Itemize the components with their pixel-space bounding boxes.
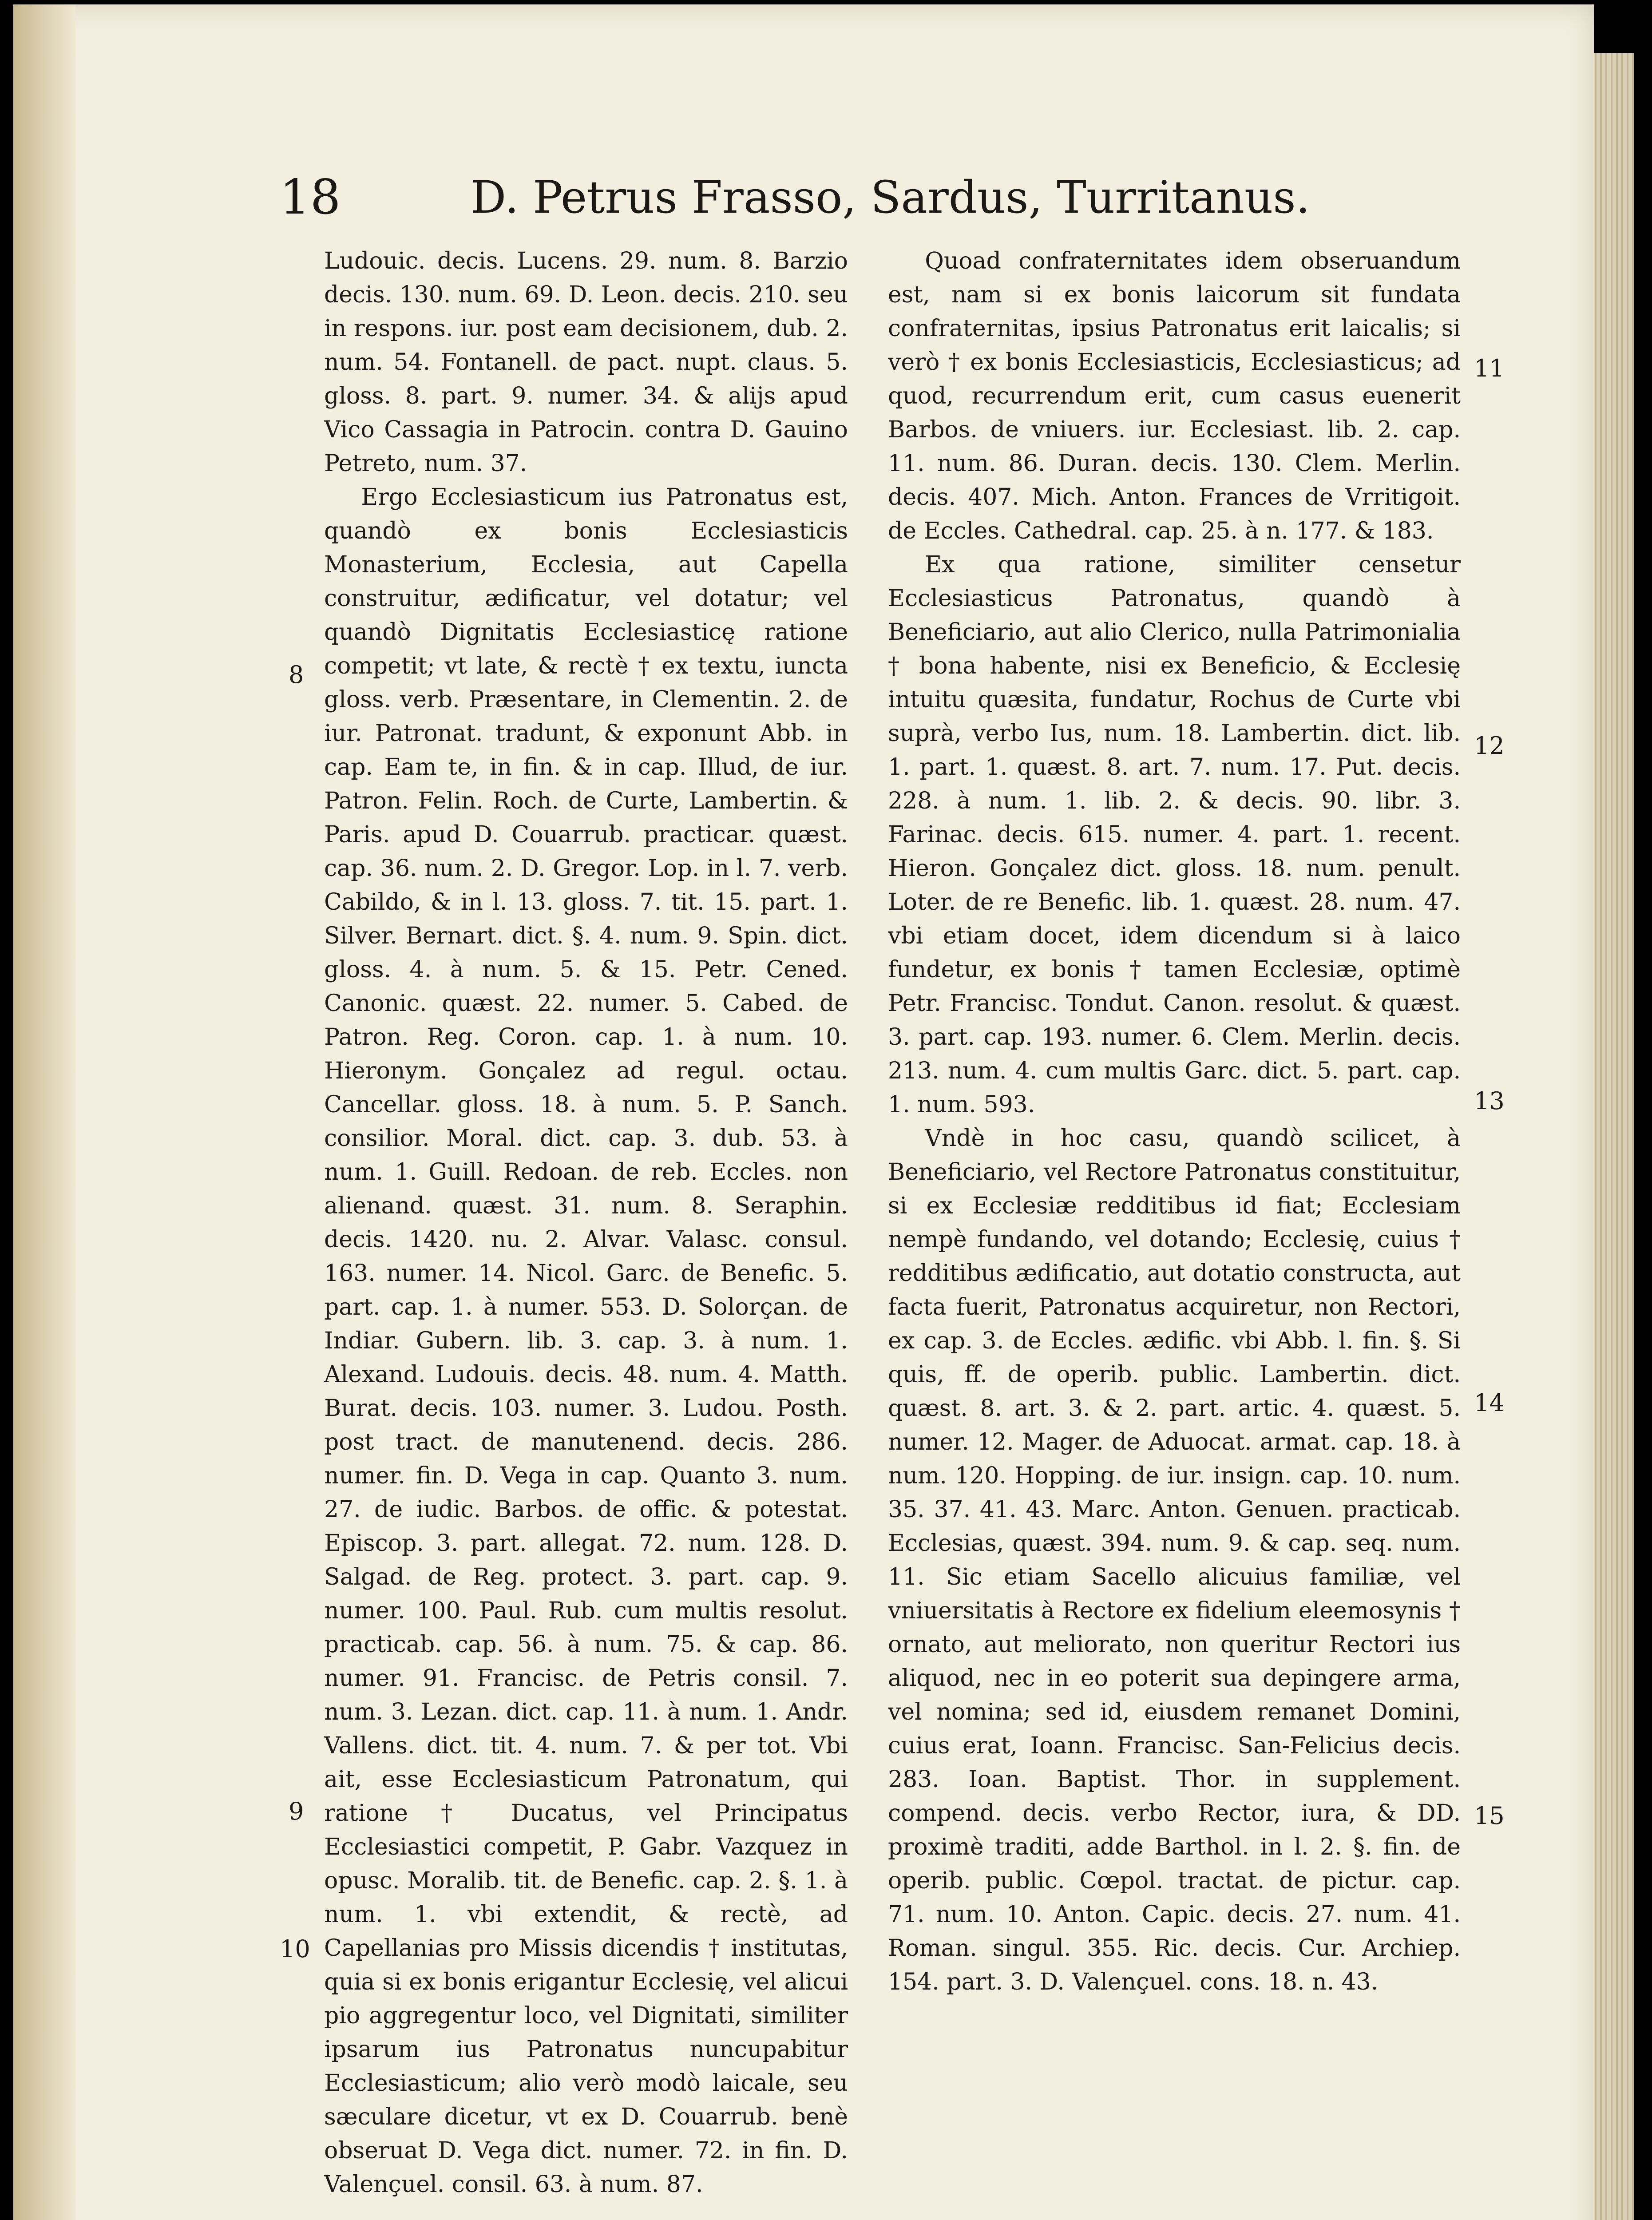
page-number: 18 [280,170,341,225]
margin-number-8: 8 [289,661,304,689]
margin-number-10: 10 [280,1935,310,1963]
margin-number-14: 14 [1474,1389,1505,1417]
left-column [324,244,848,2220]
right-paragraph-2: Ex qua ratione, similiter censetur Ecclesiasticus Patronatus, quandò à Beneficiario, aut alio Clerico, nulla Patrimonialia † bona habente, nisi ex Beneficio, & Ecclesię intuitu quæsita, fundatur, Rochus de Curte vbi suprà, verbo Ius, num. 18. Lambertin. dict. lib. 1. part. 1. quæst. 8. art. 7. num. 17. Put. decis. 228. à num. 1. lib. 2. & decis. 90. libr. 3. Farinac. decis. 615. numer. 4. part. 1. recent. Hieron. Gonçalez dict. gloss. 18. num. penult. Loter. de re Benefic. lib. 1. quæst. 28. num. 47. vbi etiam docet, idem dicendum si à laico fundetur, ex bonis † tamen Ecclesiæ, optimè Petr. Francisc. Tondut. Canon. resolut. & quæst. 3. part. cap. 193. numer. 6. Clem. Merlin. decis. 213. num. 4. cum multis Garc. dict. 5. part. cap. 1. num. 593. [888,551,1461,1118]
margin-number-9: 9 [289,1797,304,1825]
left-paragraph-2: Ergo Ecclesiasticum ius Patronatus est, quandò ex bonis Ecclesiasticis Monasterium, Ecclesia, aut Capella construitur, ædificatur, vel dotatur; vel quandò Dignitatis Ecclesiasticę ratione competit; vt late, & rectè † ex textu, iuncta gloss. verb. Præsentare, in Clementin. 2. de iur. Patronat. tradunt, & exponunt Abb. in cap. Eam te, in fin. & in cap. Illud, de iur. Patron. Felin. Roch. de Curte, Lambertin. & Paris. apud D. Couarrub. practicar. quæst. cap. 36. num. 2. D. Gregor. Lop. in l. 7. verb. Cabildo, & in l. 13. gloss. 7. tit. 15. part. 1. Silver. Bernart. dict. §. 4. num. 9. Spin. dict. gloss. 4. à num. 5. & 15. Petr. Cened. Canonic. quæst. 22. numer. 5. Cabed. de Patron. Reg. Coron. cap. 1. à num. 10. Hieronym. Gonçalez ad regul. octau. Cancellar. gloss. 18. à num. 5. P. Sanch. consilior. Moral. dict. cap. 3. dub. 53. à num. 1. Guill. Redoan. de reb. Eccles. non alienand. quæst. 31. num. 8. Seraphin. decis. 1420. nu. 2. Alvar. Valasc. consul. 163. numer. 14. Nicol. Garc. de Benefic. 5. part. cap. 1. à numer. 553. D. Solorçan. de Indiar. Gubern. lib. 3. cap. 3. à num. 1. Alexand. Ludouis. decis. 48. num. 4. Matth. Burat. decis. 103. numer. 3. Ludou. Posth. post tract. de manutenend. decis. 286. numer. fin. D. Vega in cap. Quanto 3. num. 27. de iudic. Barbos. de offic. & potestat. Episcop. 3. part. allegat. 72. num. 128. D. Salgad. de Reg. protect. 3. part. cap. 9. numer. 100. Paul. Rub. cum multis resolut. practicab. cap. 56. à num. 75. & cap. 86. numer. 91. Francisc. de Petris consil. 7. num. 3. Lezan. dict. cap. 11. à num. 1. Andr. Vallens. dict. tit. 4. num. 7. & per tot. Vbi ait, esse Ecclesiasticum Patronatum, qui ratione † Ducatus, vel Principatus Ecclesiastici competit, P. Gabr. Vazquez in opusc. Moralib. tit. de Benefic. cap. 2. §. 1. à num. 1. vbi extendit, & rectè, ad Capellanias pro Missis dicendis † institutas, quia si ex bonis erigantur Ecclesię, vel alicui pio aggregentur loco, vel Dignitati, similiter ipsarum ius Patronatus nuncupabitur Ecclesiasticum; alio verò modò laicale, seu sæculare dicetur, vt ex D. Couarrub. benè obseruat D. Vega dict. numer. 72. in fin. D. Valençuel. consil. 63. à num. 87. [324,484,848,2198]
running-head [280,164,1474,231]
page-title: D. Petrus Frasso, Sardus, Turritanus. [471,171,1310,223]
margin-number-13: 13 [1474,1087,1505,1115]
left-paragraph-1: Ludouic. decis. Lucens. 29. num. 8. Barzio decis. 130. num. 69. D. Leon. decis. 210. seu in respons. iur. post eam decisionem, dub. 2. num. 54. Fontanell. de pact. nupt. claus. 5. gloss. 8. part. 9. numer. 34. & alijs apud Vico Cassagia in Patrocin. contra D. Gauino Petreto, num. 37. [324,248,848,477]
book-page [13,4,1594,2220]
page-gutter [13,4,75,2220]
right-column [888,244,1461,2220]
margin-number-11: 11 [1474,354,1505,382]
right-paragraph-1: Quoad confraternitates idem obseruandum est, nam si ex bonis laicorum sit fundata confraternitas, ipsius Patronatus erit laicalis; si verò † ex bonis Ecclesiasticis, Ecclesiasticus; ad quod, recurrendum erit, cum casus euenerit Barbos. de vniuers. iur. Ecclesiast. lib. 2. cap. 11. num. 86. Duran. decis. 130. Clem. Merlin. decis. 407. Mich. Anton. Frances de Vrritigoit. de Eccles. Cathedral. cap. 25. à n. 177. & 183. [888,248,1461,544]
margin-number-12: 12 [1474,732,1505,760]
margin-number-15: 15 [1474,1802,1505,1830]
right-paragraph-3: Vndè in hoc casu, quandò scilicet, à Beneficiario, vel Rectore Patronatus constituitur, si ex Ecclesiæ redditibus id fiat; Ecclesiam nempè fundando, vel dotando; Ecclesię, cuius † redditibus ædificatio, aut dotatio constructa, aut facta fuerit, Patronatus acquiretur, non Rectori, ex cap. 3. de Eccles. ædific. vbi Abb. l. fin. §. Si quis, ff. de operib. public. Lambertin. dict. quæst. 8. art. 3. & 2. part. artic. 4. quæst. 5. numer. 12. Mager. de Aduocat. armat. cap. 18. à num. 120. Hopping. de iur. insign. cap. 10. num. 35. 37. 41. 43. Marc. Anton. Genuen. practicab. Ecclesias, quæst. 394. num. 9. & cap. seq. num. 11. Sic etiam Sacello alicuius familiæ, vel vniuersitatis à Rectore ex fidelium eleemosynis † ornato, aut meliorato, non queritur Rectori ius aliquod, nec in eo poterit sua depingere arma, vel nomina; sed id, eiusdem remanet Domini, cuius erat, Ioann. Francisc. San-Felicius decis. 283. Ioan. Baptist. Thor. in supplement. compend. decis. verbo Rector, iura, & DD. proximè traditi, adde Barthol. in l. 2. §. fin. de operib. public. Cœpol. tractat. de pictur. cap. 71. num. 10. Anton. Capic. decis. 27. num. 41. Roman. singul. 355. Ric. decis. Cur. Archiep. 154. part. 3. D. Valençuel. cons. 18. n. 43. [888,1125,1461,1995]
